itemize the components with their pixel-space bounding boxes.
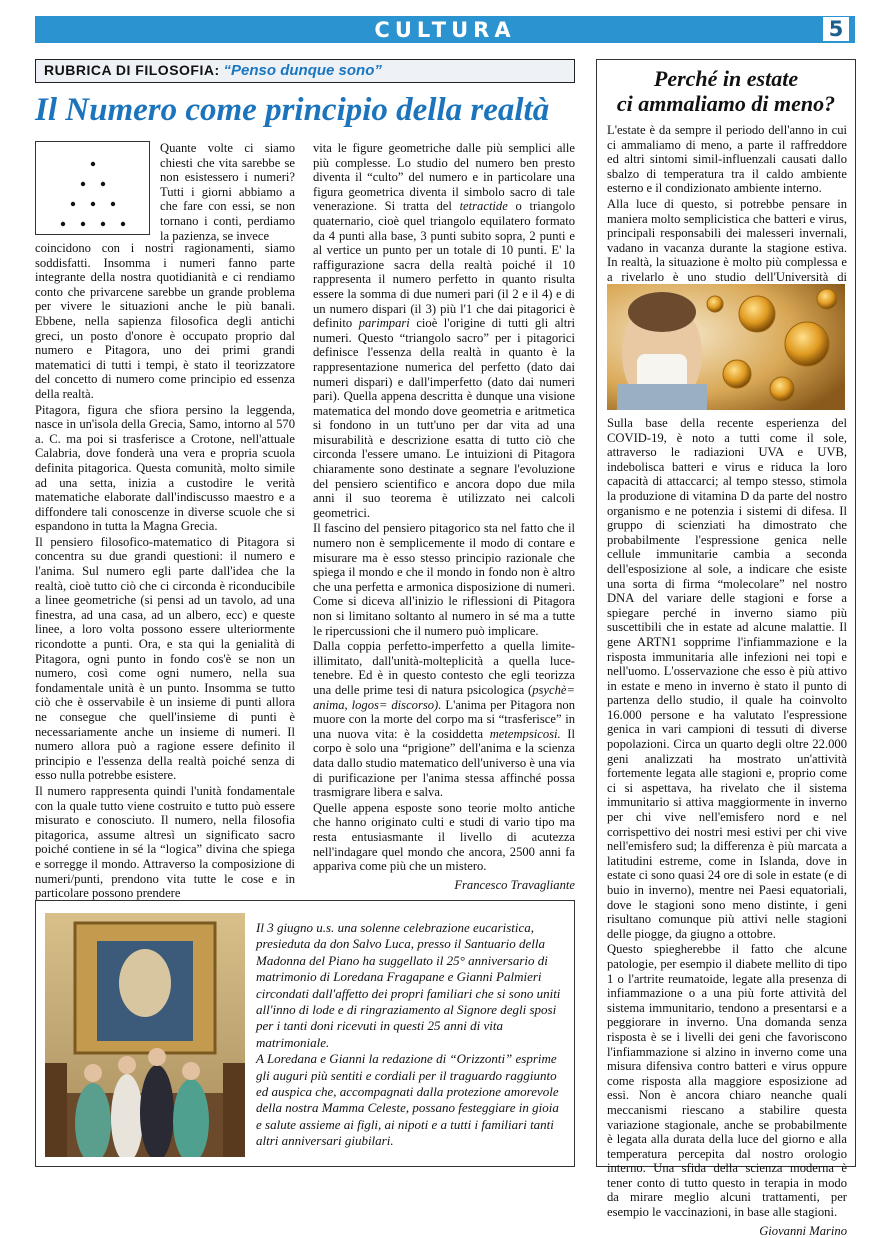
article-paragraph: Il pensiero filosofico-matematico di Pitagora si concentra su due grandi questioni: il numero e l'anima. Sul numero egli parte dall'idea che la realtà, cioè tutto ciò che ci circonda è riconducibile a linee geometriche (si pensi ad un tavolo, ad una finestra, ad una casa, ad un albero, ecc) e queste linee, a loro volta possono essere ulteriormente ricondotte a punti. Ora, e sta qui la genialità di Pitagora, ogni punto in fondo cos'è se non un numero, così come ogni numero, nella sua fondamentale unità è un punto. Insomma se tutto ciò che è osservabile è un insieme di punti allora ne consegue che quell'insieme di punti è necessariamente anche un insieme di numeri. Il numero allora può a ragione essere definito il principio e l'essenza della realtà poiché senza di esso nulla potrebbe esistere. [35,534,295,783]
sidebar-paragraph: L'estate è da sempre il periodo dell'anno in cui ci ammaliamo di meno, a parte il raffreddore ed altri sintomi simil-influenzali causati dallo sbalzo di temperatura tra il caldo ambiente esterno e il condizionato ambiente interno. [607,123,847,196]
caption-paragraph: Il 3 giugno u.s. una solenne celebrazione eucaristica, presieduta da don Salvo Luca, presso il Santuario della Madonna del Piano ha suggellato il 25° anniversario di matrimonio di Loredana Fragapane e Gianni Palmieri circondati dall'affetto dei propri familiari che si sono uniti all'inno di lode e di ringraziamento al Signore degli sposi per i tanti doni ricevuti in questi 25 anni di vita matrimoniale. [256,920,561,1050]
article-paragraph: coincidono con i nostri ragionamenti, siamo soddisfatti. Insomma i numeri fanno parte integrante della nostra quotidianità e ci rendiamo conto che privarcene sarebbe un grande problema per vivere le situazioni anche le più banali. Ebbene, nella sapienza filosofica degli antichi greci, un posto d'onore è occupato proprio dal numero e Pitagora, uno dei primi grandi matematici di tutti i tempi, è stato il teorizzatore del concetto di numero come principio ed essenza della realtà. [35,241,295,401]
article-paragraph: Pitagora, figura che sfiora persino la leggenda, nasce in un'isola della Grecia, Samo, intorno al 570 a. C. ma poi si trasferisce a Crotone, nell'attuale Calabria, dove fonderà una vera e propria scuola definita pitagorica. Questa comunità, molto simile ad una setta, inizia a custodire le verità matematiche elaborate dall'indiscusso maestro e a diffondere tali conoscenze in diverse scuole che si espandono in tutta la Magna Grecia. [35,402,295,534]
article-intro [160,141,295,244]
section-title: CULTURA [374,18,516,42]
article-paragraph: Il fascino del pensiero pitagorico sta nel fatto che il numero non è semplicemente il modo di contare e misurare ma è esso stesso principio razionale che spiega il mondo e che il mondo in fondo non è altro che una perfetta e armonica disposizione di numeri. Come si diceva all'inizio le riflessioni di Pitagora non si limitano soltanto al numero in sé ma a tutte le ripercussioni che il numero può implicare. [313,521,575,638]
page-number: 5 [823,17,849,41]
article-paragraph: Il numero rappresenta quindi l'unità fondamentale con la quale tutto viene costruito e tutto può essere misurato e conosciuto. Il numero, nella filosofia pitagorica, assume altresì un significato sacro poiché contiene in sé la “logica” divina che spiega e sorregge il mondo. Attraverso la composizione di numeri/punti, prendono vita tutte le cose e in particolare possono prendere [35,783,295,901]
sidebar-paragraph: Sulla base della recente esperienza del COVID-19, è noto a tutti come il sole, attraverso le radiazioni UVA e UVB, indebolisca batteri e virus e riduca la loro capacità di attaccarci; al tempo stesso, stimola la produzione di vitamina D da parte del nostro organismo e ne potenzia i sistemi di difesa. Il gruppo di scienziati ha dimostrato che probabilmente l'espressione genica nelle cellule immunitarie cambia a seconda dell'esposizione al sole, a indicare che esiste una sorta di firma “molecolare” nel nostro DNA del variare delle stagioni e forse a spiegare perché in inverno siamo più suscettibili che in estate ad alcune malattie. Il gene ARTN1 sopprime l'infiammazione e la risposta immunitaria alle infezioni nei topi e nell'uomo. L'osservazione che esso è più attivo in estate e meno in inverno è stato il punto di partenza dello studio, il quale ha coinvolto 16.000 persone e ha valutato l'espressione genica in vari campioni di tessuti di diverse popolazioni. Circa un quarto degli oltre 22.000 geni analizzati ha mostrato un'attività fortemente legata alle stagioni e, proprio come ci si aspettava, ha rivelato che il sistema immunitario si attiva maggiormente in inverno per chi vive nell'emisfero nord e nel corrispettivo dei nostri mesi estivi per chi vive nell'emisfero sud; la differenza è più marcata a latitudini estreme, come in Islanda, dove in estate ci sono quasi 24 ore di sole in estate (e di buio in inverno), mentre nei Paesi equatoriali, dove le stagioni sono meno distinte, i geni risultano comunque più attivi nelle stagioni delle piogge, da giugno a ottobre. [607,416,847,941]
sidebar-paragraph: Alla luce di questo, si potrebbe pensare in maniera molto semplicistica che batteri e virus, principali responsabili dei malesseri invernali, vadano in vacanza durante la stagione estiva. In realtà, la situazione è molto più complessa e a rivelarlo è uno studio dell'Università di [607,196,847,284]
rubric-subtitle: “Penso dunque sono” [223,62,382,79]
tetractys-dots [36,142,151,236]
sidebar-intro [607,123,847,300]
sidebar-body [607,416,847,1238]
article-title: Il Numero come principio della realtà [35,92,550,128]
sidebar-author: Giovanni Marino [759,1223,847,1238]
rubric-label: RUBRICA DI FILOSOFIA: [44,62,220,78]
tetractys-figure [35,141,150,235]
rubric-bar [35,59,575,83]
article-paragraph: Quelle appena esposte sono teorie molto antiche che hanno originato culti e studi di vario tipo ma resta entusiasmante il livello di acutezza nell'indagare quel mondo che ancora, 2500 anni fa appariva come più che un mistero. [313,800,575,874]
anniversary-caption [256,920,564,1150]
section-banner [35,16,855,43]
virus-photo [607,284,845,410]
article-paragraph: vita le figure geometriche dalle più semplici alle più complesse. Lo studio del numero ben presto diventa il “culto” del numero e in particolare una figura geometrica diventa il simbolo sacro di tale venerazione. Si tratta del tetractide o triangolo quaternario, cioè quel triangolo equilatero formato da 4 punti alla base, 3 punti subito sopra, 2 punti e al vertice un punto per un totale di 10 punti. E' la raffigurazione sacra della realtà poiché il 10 rappresenta il numero perfetto in quanto risulta essere la somma di due numeri pari (il 2 e il 4) e di un numero dispari (il 3) più l'1 che dai pitagorici è definito parimpari cioè l'origine di tutti gli altri numeri. Questo “triangolo sacro” per i pitagorici definisce l'essenza della realtà in quanto è la rappresentazione numerica del perfetto (dato dai numeri dispari) e dall'imperfetto (dato dai numeri pari). Quella appena descritta è dunque una visione matematica del mondo dove geometria e aritmetica si fondono in un tutt'uno per dar vita ad una misurabilità e descrizione esatta di tutto ciò che circonda l'essere umano. Le intuizioni di Pitagora chiaramente sono destinate a segnare l'evoluzione del pensiero scientifico e ancora dopo due mila anni il suo teorema è utilizzato nei calcoli geometrici. [313,141,575,520]
article-column-2 [313,141,575,892]
article-intro-text: Quante volte ci siamo chiesti che vita sarebbe se non esistessero i numeri? Tutti i giorni abbiamo a che fare con essi, se non tornano i conti, perdiamo la pazienza, se invece [160,141,295,243]
article-author: Francesco Travagliante [454,877,575,892]
sidebar-title: Perché in estate ci ammaliamo di meno? [616,66,836,116]
anniversary-photo [45,913,245,1157]
article-paragraph: Dalla coppia perfetto-imperfetto a quella limite-illimitato, dall'unità-molteplicità a quella luce-tenebre. Ed è in questo contesto che egli teorizza una delle prime tesi di natura psicologica (psychè= anima, logos= discorso). L'anima per Pitagora non muore con la morte del corpo ma si “trasferisce” in una nuova vita: è la cosiddetta metempsicosi. Il corpo è solo una “prigione” dell'anima e la scienza data dallo studio matematico dell'universo è una via di purificazione per l'anima stessa affinché possa trasmigrare libera e salva. [313,639,575,800]
sidebar-paragraph: Questo spiegherebbe il fatto che alcune patologie, per esempio il diabete mellito di tipo 1 o l'artrite reumatoide, legate alla presenza di infiammazione o a una più forte attività del sistema immunitario, tendono a presentarsi e a peggiorare in inverno. Una domanda senza risposta è se i livelli dei geni che favoriscono l'infiammazione si alzino in inverno come una misura difensiva contro batteri e virus oppure come risposta alla maggiore esposizione ad essi. Non è ancora chiaro neanche quali meccanismi riescano a stabilire questa variazione stagionale, anche se probabilmente è legata alla durata della luce del giorno e alla temperatura percepita dal nostro orologio interno. Una sfida della scienza moderna è tener conto di tutto questo in terapia in modo da mirare meglio alcuni trattamenti, per esempio le vaccinazioni, in base alle stagioni. [607,942,847,1220]
article-column-1 [35,241,295,902]
caption-paragraph: A Loredana e Gianni la redazione di “Orizzonti” esprime gli auguri più sentiti e cordiali per il traguardo raggiunto ed auspica che, accompagnati dalla protezione amorevole della nostra Mamma Celeste, possano festeggiare in gioia e salute assieme ai figli, ai nipoti e a tutti i familiari tanti altri anniversari giubilari. [256,1051,559,1149]
